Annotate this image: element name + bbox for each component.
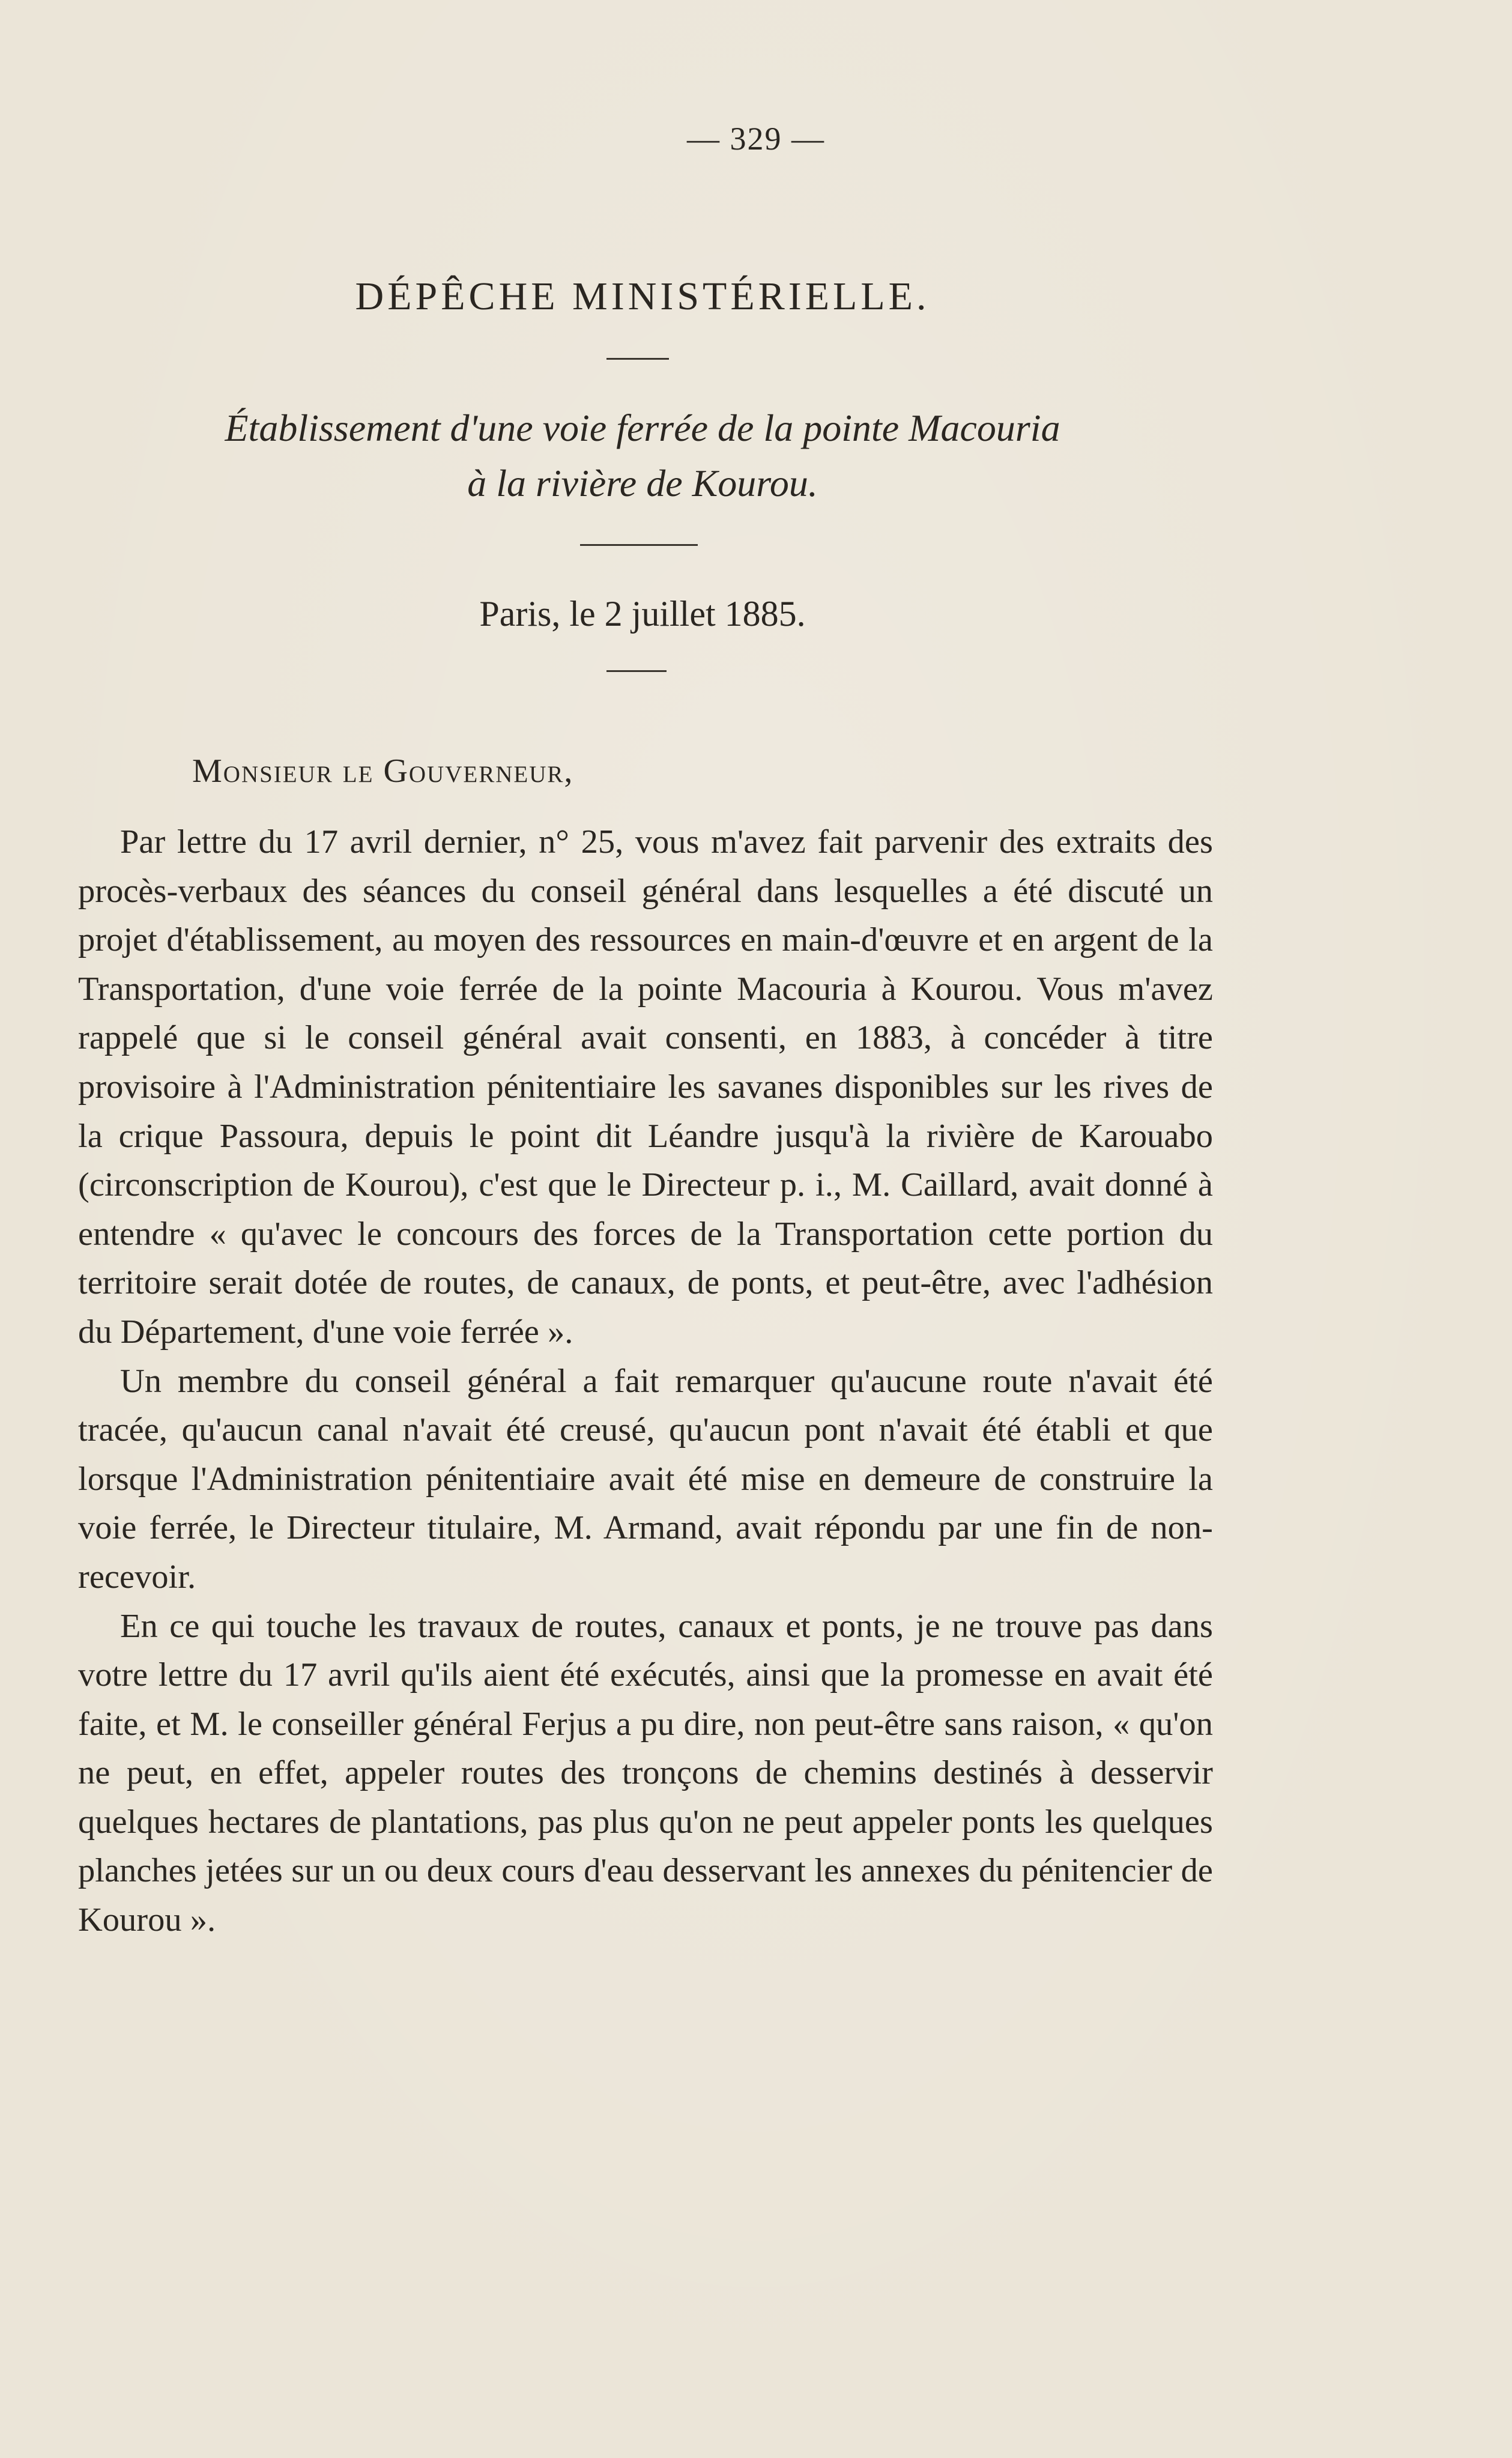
paragraph: Par lettre du 17 avril dernier, n° 25, vous m'avez fait parvenir des extraits des procès-verbaux des séances du conseil général dans lesquelles a été discuté un projet d'établissement, au moyen des ressources en main-d'œuvre et en argent de la Transportation, d'une voie ferrée de la pointe Macouria à Kourou. Vous m'avez rappelé que si le conseil général avait consenti, en 1883, à concéder à titre provisoire à l'Administration pénitentiaire les savanes disponibles sur les rives de la crique Passoura, depuis le point dit Léandre jusqu'à la rivière de Karouabo (circonscription de Kourou), c'est que le Directeur p. i., M. Caillard, avait donné à entendre « qu'avec le concours des forces de la Transportation cette portion du territoire serait dotée de routes, de canaux, de ponts, et peut-être, avec l'adhésion du Département, d'une voie ferrée ». xyxy=(78,823,1213,1351)
page-number: — 329 — xyxy=(687,121,825,157)
subtitle-line-1: Établissement d'une voie ferrée de la pointe Macouria xyxy=(225,407,1060,449)
dateline: Paris, le 2 juillet 1885. xyxy=(479,594,806,634)
divider-rule xyxy=(606,358,669,360)
divider-rule xyxy=(580,544,698,546)
body-text xyxy=(78,818,1213,1945)
salutation: Monsieur le Gouverneur, xyxy=(192,752,574,790)
document-heading: DÉPÊCHE MINISTÉRIELLE. xyxy=(355,274,930,318)
paragraph: En ce qui touche les travaux de routes, canaux et ponts, je ne trouve pas dans votre lettre du 17 avril qu'ils aient été exécutés, ainsi que la promesse en avait été faite, et M. le conseiller général Ferjus a pu dire, non peut-être sans raison, « qu'on ne peut, en effet, appeler routes des tronçons de chemins destinés à desservir quelques hectares de plantations, pas plus qu'on ne peut appeler ponts les quelques planches jetées sur un ou deux cours d'eau desservant les annexes du pénitencier de Kourou ». xyxy=(78,1607,1213,1939)
divider-rule xyxy=(606,670,667,672)
subtitle-line-2: à la rivière de Kourou. xyxy=(467,462,818,504)
paragraph: Un membre du conseil général a fait remarquer qu'aucune route n'avait été tracée, qu'aucun canal n'avait été creusé, qu'aucun pont n'avait été établi et que lorsque l'Administration pénitentiaire avait été mise en demeure de construire la voie ferrée, le Directeur titulaire, M. Armand, avait répondu par une fin de non-recevoir. xyxy=(78,1362,1213,1596)
